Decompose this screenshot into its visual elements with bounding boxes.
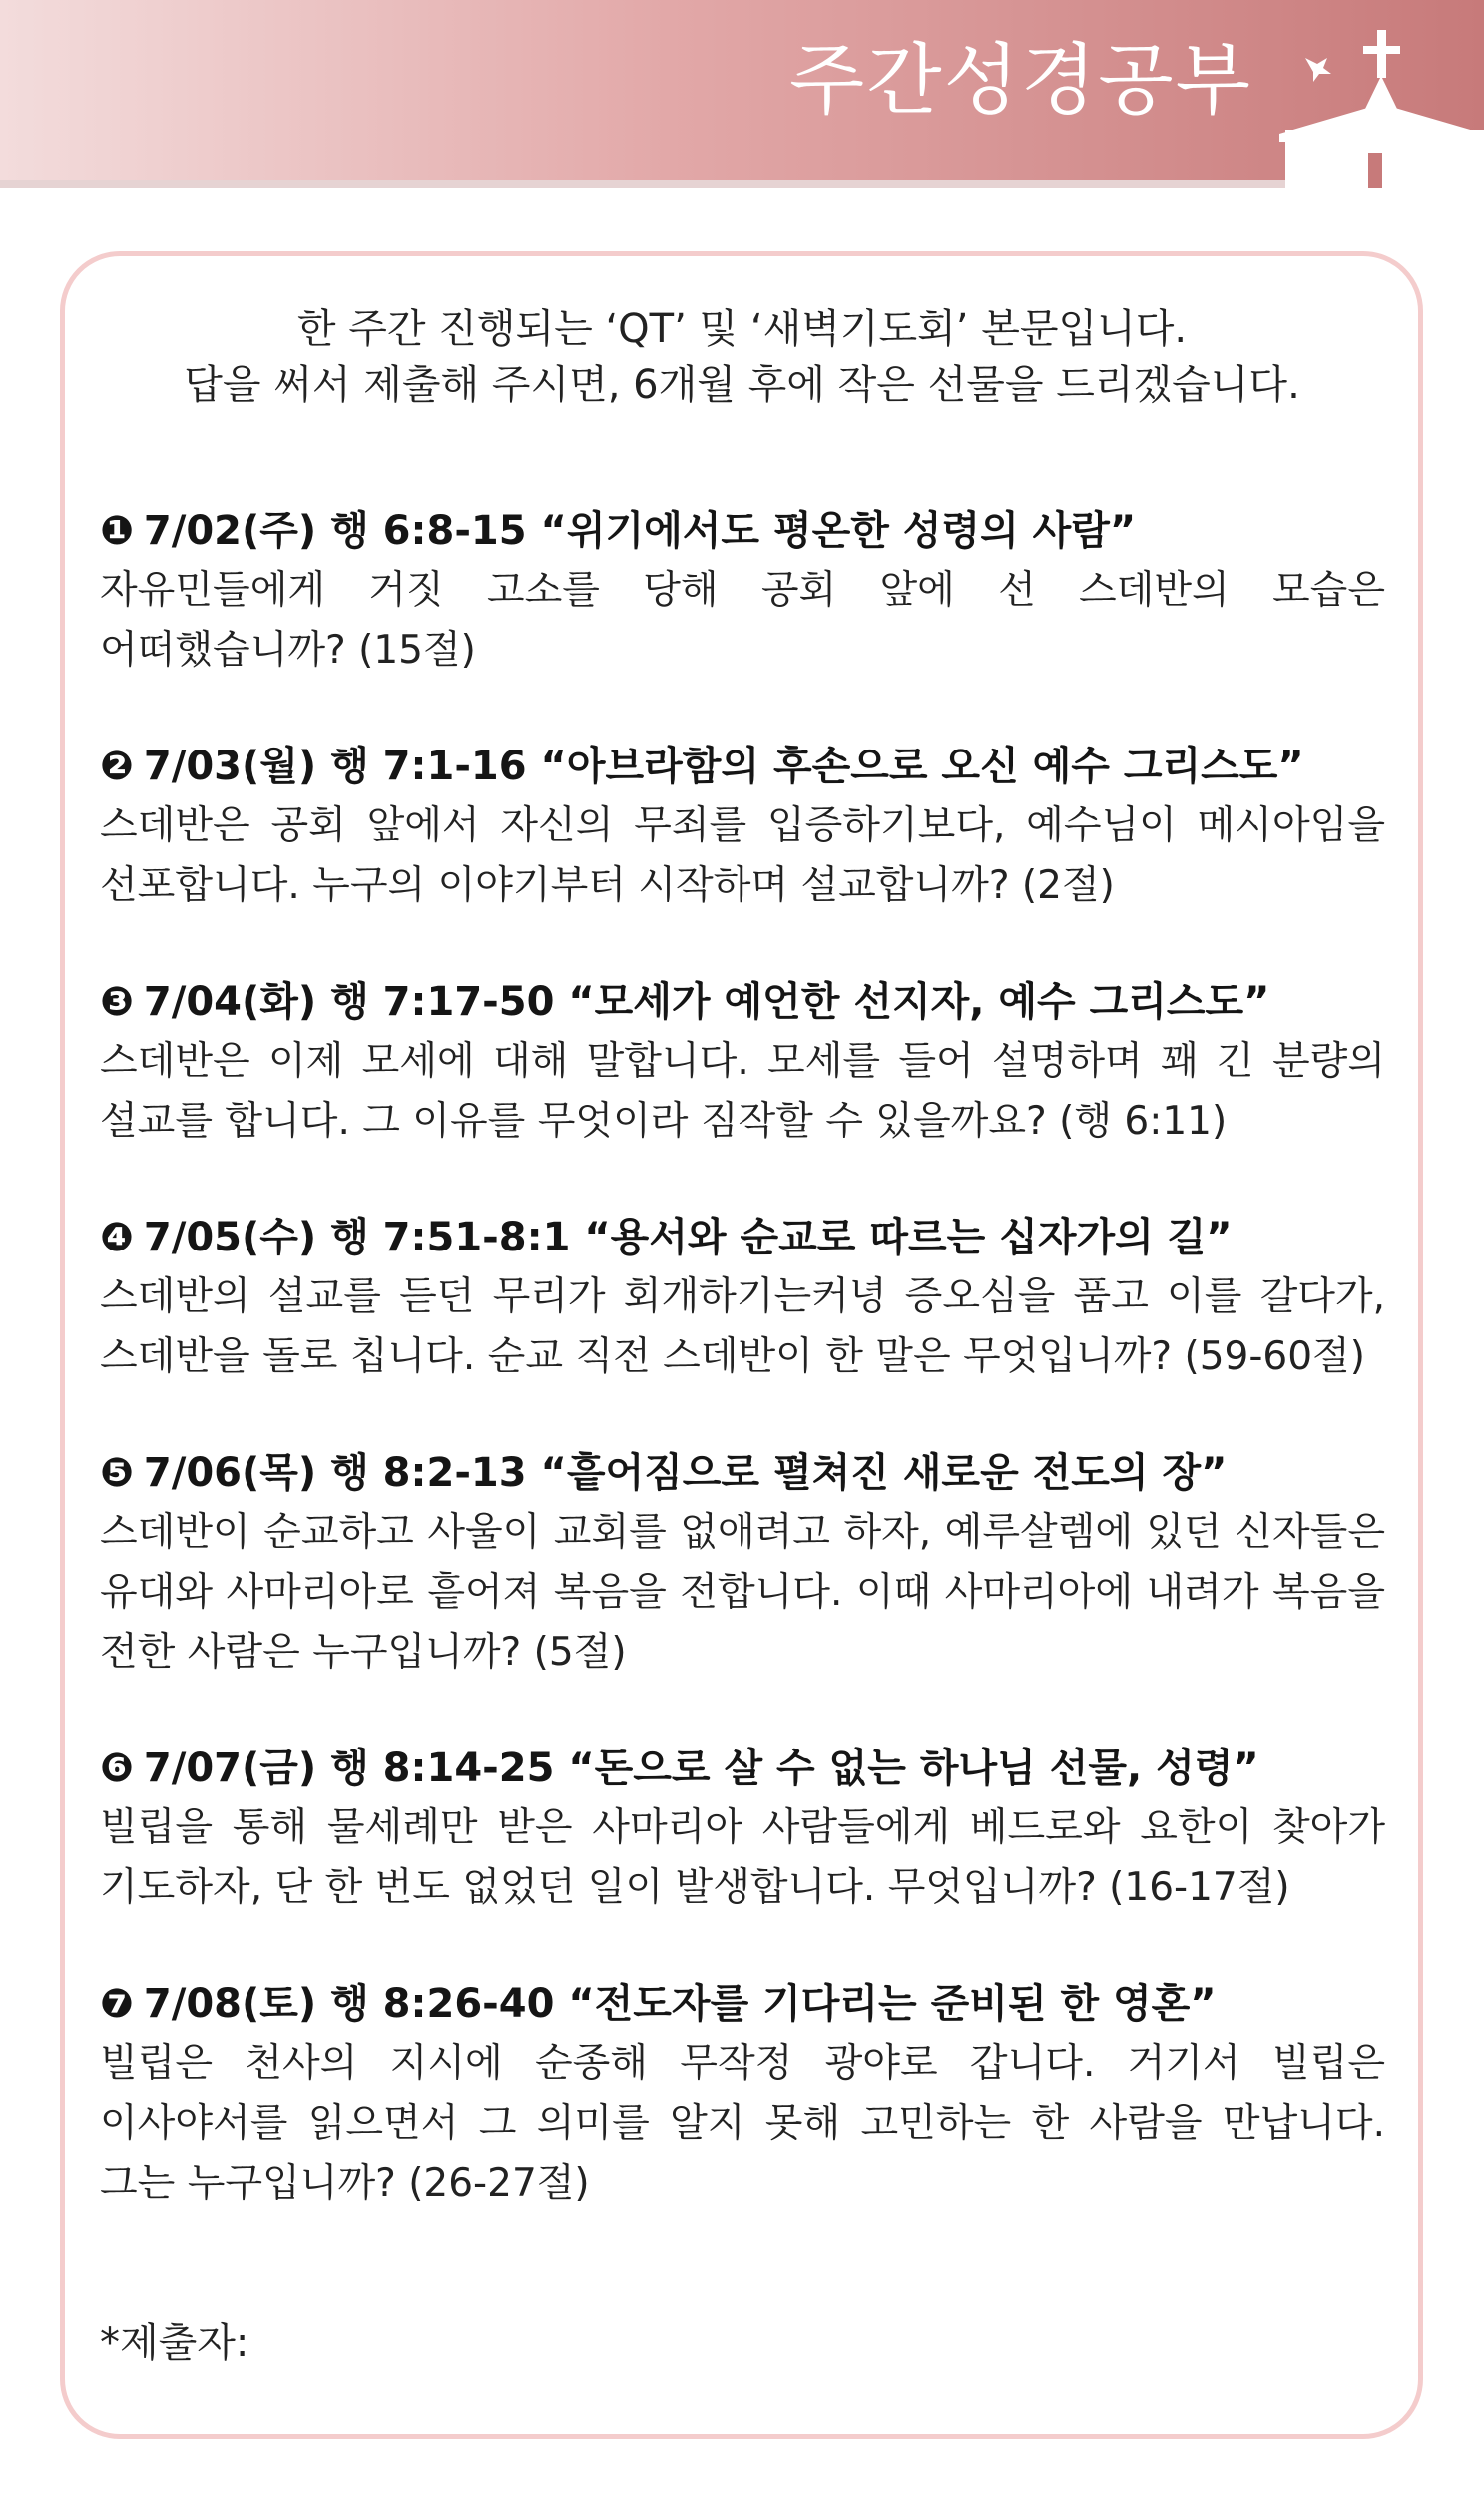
submitter-label: *제출자: — [100, 2320, 249, 2366]
item-number: ❼ — [100, 1981, 134, 2027]
study-item-title — [100, 972, 1385, 1032]
study-item-question: 스데반은 이제 모세에 대해 말합니다. 모세를 들어 설명하며 꽤 긴 분량의 설교를 합니다. 그 이유를 무엇이라 짐작할 수 있을까요? (행 6:11) — [100, 1039, 1385, 1144]
study-item-4 — [100, 1208, 1385, 1387]
item-number: ❹ — [100, 1215, 134, 1260]
study-item-title — [100, 1974, 1385, 2034]
church-icon — [1265, 18, 1484, 188]
study-item-7 — [100, 1974, 1385, 2214]
study-item-question: 자유민들에게 거짓 고소를 당해 공회 앞에 선 스데반의 모습은 어떠했습니까? (15절) — [100, 568, 1385, 673]
item-title-text: 7/04(화) 행 7:17-50 “모세가 예언한 선지자, 예수 그리스도” — [143, 979, 1270, 1025]
header-divider — [0, 180, 1484, 188]
item-number: ❻ — [100, 1746, 134, 1791]
intro-line: 답을 써서 제출해 주시면, 6개월 후에 작은 선물을 드리겠습니다. — [184, 362, 1300, 408]
study-item-title — [100, 1208, 1385, 1267]
item-title-text: 7/07(금) 행 8:14-25 “돈으로 살 수 없는 하나님 선물, 성령” — [143, 1746, 1259, 1791]
item-title-text: 7/08(토) 행 8:26-40 “전도자를 기다리는 준비된 한 영혼” — [143, 1981, 1217, 2027]
page-header — [0, 0, 1484, 186]
study-item-5 — [100, 1443, 1385, 1683]
study-item-title — [100, 1739, 1385, 1798]
study-item-question: 스데반은 공회 앞에서 자신의 무죄를 입증하기보다, 예수님이 메시아임을 선포합니다. 누구의 이야기부터 시작하며 설교합니까? (2절) — [100, 803, 1385, 908]
item-title-text: 7/02(주) 행 6:8-15 “위기에서도 평온한 성령의 사람” — [143, 508, 1137, 554]
study-item-title — [100, 501, 1385, 561]
study-item-2 — [100, 737, 1385, 916]
item-number: ❷ — [100, 744, 134, 789]
study-item-question: 스데반이 순교하고 사울이 교회를 없애려고 하자, 예루살렘에 있던 신자들은 유대와 사마리아로 흩어져 복음을 전합니다. 이때 사마리아에 내려가 복음을 전한 사람은 누구입니까? (5절) — [100, 1510, 1385, 1675]
study-item-question: 빌립을 통해 물세례만 받은 사마리아 사람들에게 베드로와 요한이 찾아가 기도하자, 단 한 번도 없었던 일이 발생합니다. 무엇입니까? (16-17절) — [100, 1805, 1385, 1910]
study-item-question: 스데반의 설교를 듣던 무리가 회개하기는커녕 증오심을 품고 이를 갈다가, 스데반을 돌로 칩니다. 순교 직전 스데반이 한 말은 무엇입니까? (59-60절) — [100, 1274, 1385, 1379]
study-item-6 — [100, 1739, 1385, 1918]
item-title-text: 7/03(월) 행 7:1-16 “아브라함의 후손으로 오신 예수 그리스도” — [143, 744, 1304, 789]
intro-text — [0, 301, 1484, 413]
item-number: ❶ — [100, 508, 134, 554]
item-title-text: 7/06(목) 행 8:2-13 “흩어짐으로 펼쳐진 새로운 전도의 장” — [143, 1450, 1228, 1496]
study-item-title — [100, 1443, 1385, 1503]
intro-line: 한 주간 진행되는 ‘QT’ 및 ‘새벽기도회’ 본문입니다. — [296, 306, 1188, 352]
study-item-question: 빌립은 천사의 지시에 순종해 무작정 광야로 갑니다. 거기서 빌립은 이사야서를 읽으면서 그 의미를 알지 못해 고민하는 한 사람을 만납니다. 그는 누구입니까? (26-27절) — [100, 2041, 1385, 2206]
item-title-text: 7/05(수) 행 7:51-8:1 “용서와 순교로 따르는 십자가의 길” — [143, 1215, 1233, 1260]
page-title: 주간성경공부 — [788, 36, 1252, 126]
study-list — [100, 501, 1385, 2269]
study-item-title — [100, 737, 1385, 796]
study-item-1 — [100, 501, 1385, 681]
item-number: ❸ — [100, 979, 134, 1025]
item-number: ❺ — [100, 1450, 134, 1496]
study-item-3 — [100, 972, 1385, 1152]
